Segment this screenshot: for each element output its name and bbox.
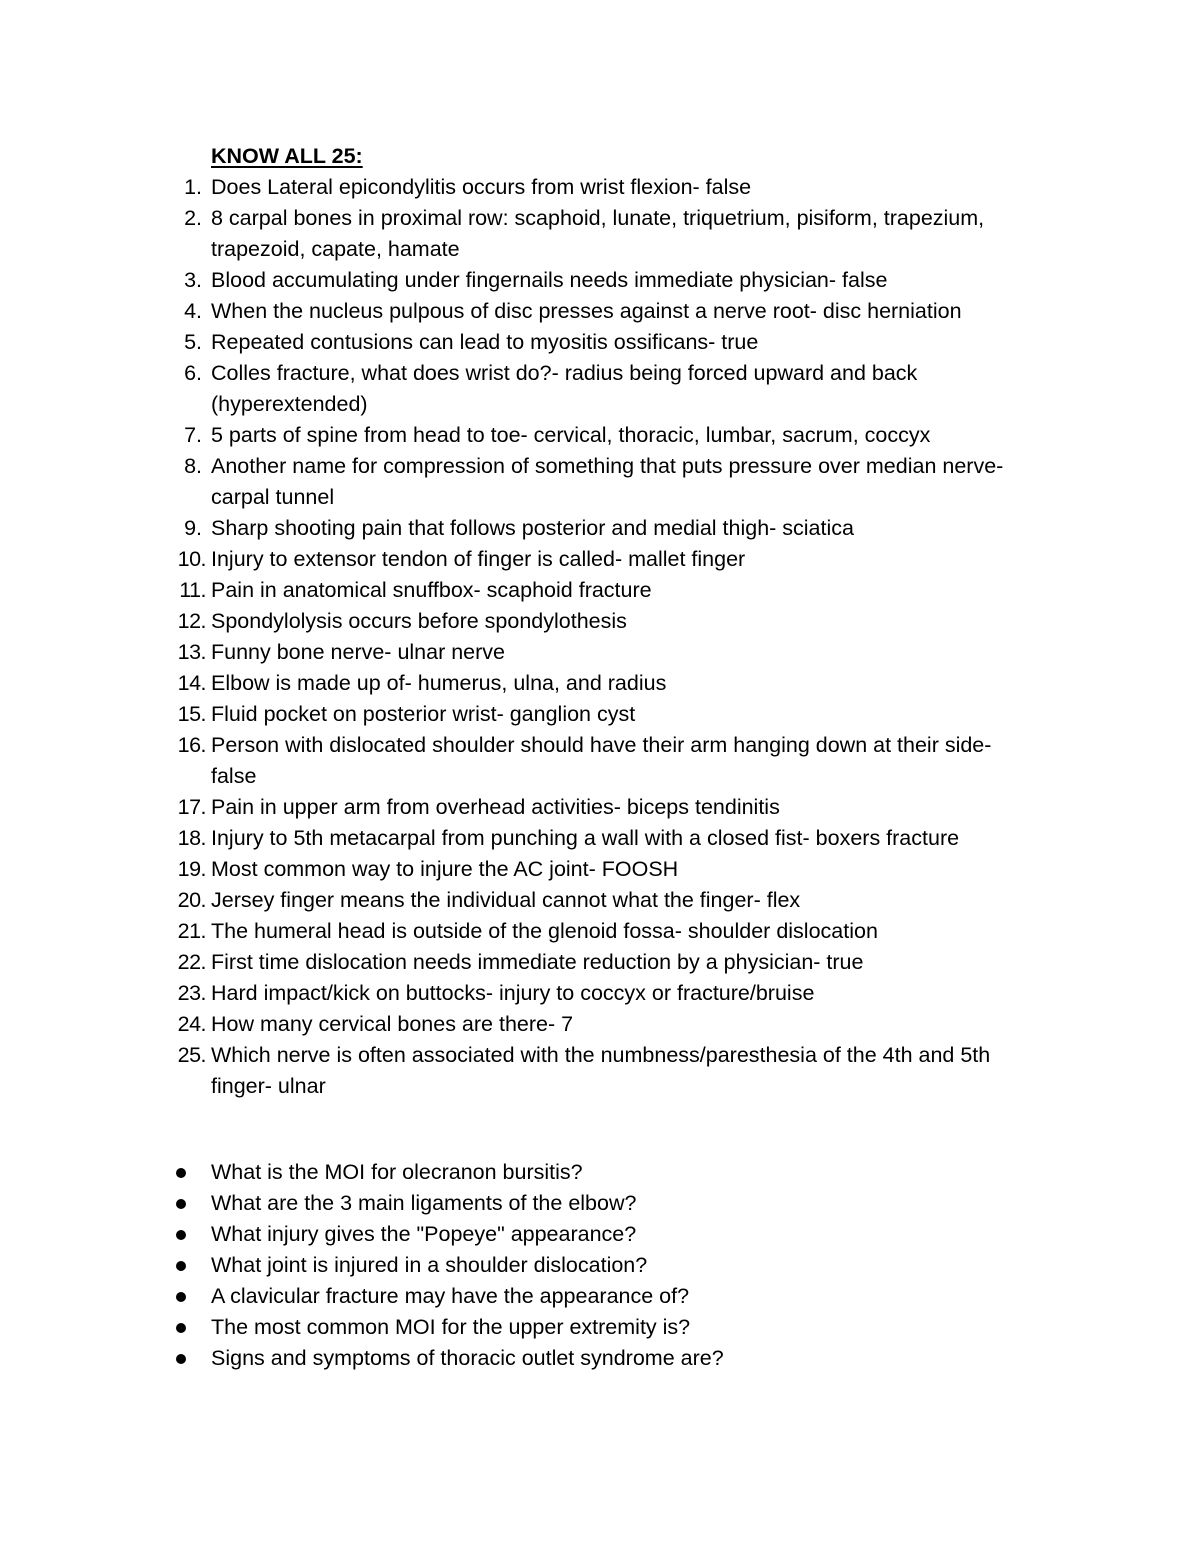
item-text: Fluid pocket on posterior wrist- ganglion cyst — [211, 702, 636, 726]
numbered-item — [0, 575, 1041, 606]
item-number: 2. — [184, 206, 202, 230]
numbered-item — [0, 172, 1041, 203]
numbered-item — [0, 823, 1041, 854]
item-text: How many cervical bones are there- 7 — [211, 1012, 574, 1036]
numbered-item — [0, 606, 1041, 637]
item-text: Jersey finger means the individual cannot what the finger- flex — [211, 888, 801, 912]
bullet-text: What injury gives the "Popeye" appearance? — [211, 1222, 637, 1246]
list-spacer — [0, 1102, 1200, 1157]
item-number: 14. — [177, 671, 206, 695]
item-text: Injury to 5th metacarpal from punching a wall with a closed fist- boxers fracture — [211, 826, 960, 850]
numbered-item — [0, 637, 1041, 668]
item-number: 11. — [179, 578, 206, 602]
item-number: 6. — [184, 361, 202, 385]
item-number: 17. — [177, 795, 206, 819]
numbered-item — [0, 265, 1041, 296]
item-text: Funny bone nerve- ulnar nerve — [211, 640, 506, 664]
numbered-item — [0, 978, 1041, 1009]
item-number: 7. — [184, 423, 202, 447]
bullet-item — [0, 1250, 1041, 1281]
item-number: 21. — [177, 919, 206, 943]
item-number: 12. — [177, 609, 206, 633]
item-number: 18. — [177, 826, 206, 850]
numbered-item — [0, 420, 1041, 451]
numbered-item — [0, 792, 1041, 823]
bullet-text: What is the MOI for olecranon bursitis? — [211, 1160, 583, 1184]
bullet-item — [0, 1312, 1041, 1343]
item-text: 8 carpal bones in proximal row: scaphoid, lunate, triquetrium, pisiform, trapezium, trapezoid, capate, hamate — [211, 206, 985, 261]
item-number: 25. — [177, 1043, 206, 1067]
numbered-item — [0, 358, 1041, 420]
item-number: 23. — [177, 981, 206, 1005]
bullet-dot-icon — [176, 1168, 186, 1178]
bullet-dot-icon — [176, 1199, 186, 1209]
item-text: Person with dislocated shoulder should have their arm hanging down at their side- false — [211, 733, 992, 788]
item-text: Blood accumulating under fingernails needs immediate physician- false — [211, 268, 888, 292]
item-number: 22. — [177, 950, 206, 974]
item-text: Spondylolysis occurs before spondylothesis — [211, 609, 627, 633]
item-text: Colles fracture, what does wrist do?- radius being forced upward and back (hyperextended) — [211, 361, 918, 416]
item-text: Sharp shooting pain that follows posterior and medial thigh- sciatica — [211, 516, 854, 540]
bullet-list — [0, 1157, 1200, 1374]
item-number: 10. — [177, 547, 206, 571]
numbered-item — [0, 885, 1041, 916]
bullet-item — [0, 1343, 1041, 1374]
numbered-item — [0, 451, 1041, 513]
numbered-item — [0, 668, 1041, 699]
bullet-text: Signs and symptoms of thoracic outlet syndrome are? — [211, 1346, 724, 1370]
item-number: 16. — [177, 733, 206, 757]
item-number: 4. — [184, 299, 202, 323]
numbered-item — [0, 203, 1041, 265]
numbered-item — [0, 947, 1041, 978]
item-number: 8. — [184, 454, 202, 478]
item-text: 5 parts of spine from head to toe- cervical, thoracic, lumbar, sacrum, coccyx — [211, 423, 931, 447]
bullet-dot-icon — [176, 1354, 186, 1364]
item-text: Pain in anatomical snuffbox- scaphoid fracture — [211, 578, 652, 602]
item-number: 9. — [184, 516, 202, 540]
bullet-text: The most common MOI for the upper extremity is? — [211, 1315, 691, 1339]
item-number: 5. — [184, 330, 202, 354]
bullet-dot-icon — [176, 1230, 186, 1240]
bullet-dot-icon — [176, 1261, 186, 1271]
item-text: Does Lateral epicondylitis occurs from wrist flexion- false — [211, 175, 752, 199]
numbered-item — [0, 730, 1041, 792]
bullet-text: What joint is injured in a shoulder dislocation? — [211, 1253, 648, 1277]
bullet-text: A clavicular fracture may have the appearance of? — [211, 1284, 690, 1308]
item-number: 3. — [184, 268, 202, 292]
item-number: 20. — [177, 888, 206, 912]
item-text: First time dislocation needs immediate reduction by a physician- true — [211, 950, 864, 974]
item-text: Hard impact/kick on buttocks- injury to coccyx or fracture/bruise — [211, 981, 815, 1005]
numbered-item — [0, 296, 1041, 327]
bullet-item — [0, 1281, 1041, 1312]
numbered-item — [0, 327, 1041, 358]
numbered-item — [0, 1009, 1041, 1040]
numbered-item — [0, 916, 1041, 947]
item-text: Pain in upper arm from overhead activities- biceps tendinitis — [211, 795, 780, 819]
item-text: Injury to extensor tendon of finger is called- mallet finger — [211, 547, 746, 571]
item-number: 1. — [184, 175, 202, 199]
document-content — [0, 141, 1200, 1374]
item-text: Repeated contusions can lead to myositis ossificans- true — [211, 330, 759, 354]
bullet-item — [0, 1219, 1041, 1250]
bullet-dot-icon — [176, 1292, 186, 1302]
item-number: 19. — [177, 857, 206, 881]
item-text: Most common way to injure the AC joint- FOOSH — [211, 857, 679, 881]
numbered-item — [0, 699, 1041, 730]
bullet-dot-icon — [176, 1323, 186, 1333]
item-text: When the nucleus pulpous of disc presses against a nerve root- disc herniation — [211, 299, 962, 323]
bullet-item — [0, 1188, 1041, 1219]
item-text: Another name for compression of something that puts pressure over median nerve- carpal tunnel — [211, 454, 1004, 509]
document-heading: KNOW ALL 25: — [211, 144, 363, 168]
numbered-list — [0, 172, 1200, 1102]
item-number: 24. — [177, 1012, 206, 1036]
numbered-item — [0, 544, 1041, 575]
item-number: 15. — [177, 702, 206, 726]
item-number: 13. — [177, 640, 206, 664]
bullet-text: What are the 3 main ligaments of the elbow? — [211, 1191, 637, 1215]
item-text: Which nerve is often associated with the numbness/paresthesia of the 4th and 5th finger- ulnar — [211, 1043, 991, 1098]
bullet-item — [0, 1157, 1041, 1188]
numbered-item — [0, 854, 1041, 885]
numbered-item — [0, 513, 1041, 544]
item-text: Elbow is made up of- humerus, ulna, and radius — [211, 671, 667, 695]
numbered-item — [0, 1040, 1041, 1102]
item-text: The humeral head is outside of the glenoid fossa- shoulder dislocation — [211, 919, 878, 943]
